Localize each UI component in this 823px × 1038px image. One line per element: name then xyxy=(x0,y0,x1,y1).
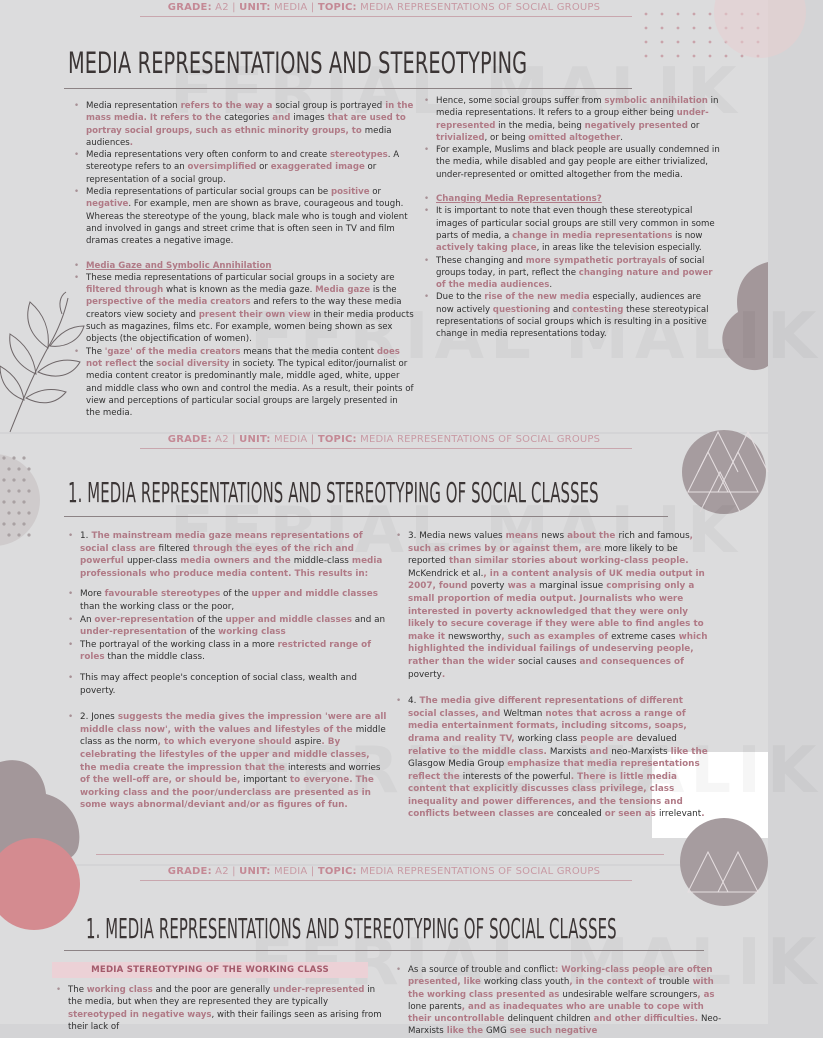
highlighted-term: to everyone. The working class and the poor/underclass are presented as in some ways abnormal/deviant and/or as figures of fun. xyxy=(80,775,374,811)
text-run: irrelevant xyxy=(658,809,702,820)
section-heading: MEDIA STEREOTYPING OF THE WORKING CLASS xyxy=(52,962,368,978)
highlighted-term: The mainstream media gaze means representations of social class are xyxy=(80,531,363,554)
text-run: , or being xyxy=(484,132,529,143)
dot-pattern-circle xyxy=(0,444,40,556)
highlighted-term: was a xyxy=(504,581,539,592)
text-run: trouble xyxy=(659,977,690,988)
text-run: More xyxy=(80,589,105,600)
text-run: neo-Marxists xyxy=(611,746,668,757)
text-run: of the xyxy=(220,589,252,600)
text-run: these stereotypical representations of social groups which is resulting in a positive change in media representations today. xyxy=(436,304,709,340)
text-run: in media representations. It refers to a group either being xyxy=(436,96,719,119)
text-run: more likely to be reported xyxy=(408,543,678,567)
text-run: Glasgow Media Group xyxy=(408,759,505,770)
highlighted-term: media owners and the xyxy=(177,556,294,567)
page-title: MEDIA REPRESENTATIONS AND STEREOTYPING xyxy=(68,46,528,80)
highlighted-term: relative to the middle class. xyxy=(408,746,550,757)
highlighted-term: people are xyxy=(577,733,637,744)
text-run: and an xyxy=(351,614,386,625)
text-run: in society. The typical editor/journalist or media content creator is predominantly male, middle aged, white, upper and middle class who own and control the media. As a result, their points of view and perceptions of particular social groups are largely presented in the media. xyxy=(86,358,414,419)
text-run: newsworthy xyxy=(448,631,502,642)
text-run: For example, Muslims and black people are usually condemned in the media, while disabled and gay people are either trivialized, under-represented or omitted altogether from the media. xyxy=(436,145,720,180)
highlighted-term: negative xyxy=(86,199,129,210)
bullet xyxy=(68,984,382,1033)
text-run: means that the media content xyxy=(240,346,377,357)
highlighted-term: and consequences of xyxy=(576,656,684,667)
highlighted-term: stereotypes xyxy=(329,150,388,161)
highlighted-term: with the working class presented as xyxy=(408,977,714,1000)
text-run: GMG xyxy=(486,1026,507,1037)
text-run: and refers to the way these media creators view society and xyxy=(86,297,402,320)
highlighted-term: , to which everyone should xyxy=(157,737,295,748)
text-run: 2. Jones xyxy=(80,712,115,723)
bullet xyxy=(408,964,722,1038)
text-run: and the poor are generally xyxy=(152,985,273,995)
text-run: delinquent children xyxy=(507,1014,591,1025)
page-3 xyxy=(0,866,768,1037)
text-run: interests of the powerful xyxy=(462,771,571,782)
highlighted-term: under-represented xyxy=(273,985,365,995)
highlighted-term: Media gaze xyxy=(315,285,371,296)
text-run: extreme cases xyxy=(611,631,676,642)
text-run: middle-class xyxy=(293,556,349,567)
highlighted-term: oversimplified xyxy=(187,162,257,173)
highlighted-term: social diversity xyxy=(156,358,230,369)
page-title: 1. MEDIA REPRESENTATIONS AND STEREOTYPING OF SOCIAL CLASSES xyxy=(68,476,599,509)
header-rule xyxy=(140,448,632,449)
highlighted-term: perspective of the media creators xyxy=(86,297,251,308)
highlighted-term: filtered through xyxy=(86,285,164,296)
highlighted-term: restricted range of roles xyxy=(80,639,372,663)
highlighted-term: through the eyes of the rich and powerful xyxy=(80,543,354,567)
subheading: • Media Gaze and Symbolic Annihilation xyxy=(86,260,414,272)
bullet xyxy=(408,530,710,681)
text-run: Weltman xyxy=(503,708,543,719)
subheading: • Changing Media Representations? xyxy=(436,193,720,205)
bullet xyxy=(80,588,388,613)
highlighted-term: . xyxy=(441,669,446,680)
text-run: Media representations of particular social groups can be xyxy=(86,187,331,198)
highlighted-term: present their own view xyxy=(198,309,311,320)
highlighted-term: does not reflect xyxy=(86,346,400,369)
highlighted-term: and xyxy=(586,746,612,757)
highlighted-term: , in a content analysis of UK media output in 2007, found xyxy=(408,568,705,592)
text-run: rich and famous xyxy=(618,531,690,541)
text-run: of the xyxy=(186,627,219,638)
highlighted-term: more sympathetic portrayals xyxy=(525,255,667,266)
highlighted-term: media professionals who produce media content. This results in: xyxy=(80,556,383,579)
highlighted-term: , such as examples of xyxy=(501,631,612,642)
bullet xyxy=(436,95,720,144)
highlighted-term: changing nature and power of the media audiences xyxy=(436,267,713,291)
bullet xyxy=(436,205,720,254)
bullet xyxy=(80,530,388,580)
text-run: media audiences xyxy=(86,125,392,148)
highlighted-term: refers to the way a xyxy=(177,101,276,111)
text-run: These changing and xyxy=(436,255,526,266)
highlighted-term: under-representation xyxy=(80,627,187,638)
text-run: in the media, but when they are represented they are typically xyxy=(68,985,376,1008)
text-run: is now xyxy=(672,230,703,241)
text-run: . xyxy=(620,132,624,143)
text-run: upper-class xyxy=(126,556,178,567)
grade-topic-header: GRADE: A2 | UNIT: MEDIA | TOPIC: MEDIA REPRESENTATIONS OF SOCIAL GROUPS xyxy=(167,2,601,13)
text-run: is the xyxy=(370,285,397,296)
text-run: categories xyxy=(224,113,270,124)
highlighted-term: . There is little media content that explicitly discusses class privilege, class inequality and power differences, and the tensions and conflicts between classes are xyxy=(408,771,683,820)
highlighted-term: . xyxy=(701,809,705,820)
text-run: news xyxy=(541,531,565,541)
highlighted-term: working class xyxy=(86,985,153,995)
text-run: than the middle class. xyxy=(104,652,205,663)
text-run: of the xyxy=(194,614,226,625)
text-run: in the media, being xyxy=(495,120,585,131)
text-run: working class xyxy=(517,733,578,744)
text-run: concealed xyxy=(556,809,602,820)
text-run: social group is portrayed xyxy=(275,101,383,111)
highlighted-term: : Working-class people are often presented, like xyxy=(408,965,713,988)
highlighted-term: like the xyxy=(667,746,708,757)
header-rule xyxy=(140,880,632,881)
highlighted-term: negatively presented xyxy=(584,120,688,131)
highlighted-term: stereotyped in negative ways xyxy=(68,1009,212,1020)
highlighted-term: like the xyxy=(443,1026,487,1037)
text-run: aspire xyxy=(294,737,322,748)
text-run: , with their failings seen as arising from their lack of xyxy=(68,1009,382,1032)
highlighted-term: which highlighted the individual failings of undeserving people, rather than the wider xyxy=(408,631,708,667)
text-run: . A stereotype refers to an xyxy=(86,150,400,173)
highlighted-term: , in the context of xyxy=(569,977,660,988)
text-run: devalued xyxy=(636,733,677,744)
highlighted-term: and xyxy=(269,113,294,124)
highlighted-term: questioning xyxy=(492,304,551,315)
highlighted-term: suggests the media gives the impression 'were are all middle class now', with the values and lifestyles of the xyxy=(80,712,387,735)
text-run: , in areas like the television especially. xyxy=(536,243,702,254)
text-run: and xyxy=(550,304,572,315)
highlighted-term: change in media representations xyxy=(512,230,673,241)
bullet xyxy=(436,144,720,181)
text-run: . xyxy=(549,280,553,291)
highlighted-term: contesting xyxy=(571,304,624,315)
highlighted-term: see such negative xyxy=(506,1026,598,1037)
text-run: poverty xyxy=(470,581,505,592)
bullet xyxy=(80,711,388,812)
highlighted-term: 'gaze' of the media creators xyxy=(104,346,241,357)
header-rule xyxy=(140,16,632,17)
highlighted-term: . xyxy=(129,137,134,148)
highlighted-term: comprising only a small proportion of media output. Journalists who were interested in poverty acknowledged that they were only likely to secure coverage if they were able to find angles to make it xyxy=(408,581,704,642)
page3-left-column xyxy=(52,984,382,1033)
bullet xyxy=(86,272,414,346)
text-run: The portrayal of the working class in a more xyxy=(80,639,278,650)
page-title: 1. MEDIA REPRESENTATIONS AND STEREOTYPING OF SOCIAL CLASSES xyxy=(86,912,617,945)
grade-topic-header: GRADE: A2 | UNIT: MEDIA | TOPIC: MEDIA REPRESENTATIONS OF SOCIAL GROUPS xyxy=(167,434,601,445)
text-run: social causes xyxy=(518,656,577,667)
text-run: As a source of trouble and conflict xyxy=(408,965,555,975)
highlighted-term: over-representation xyxy=(94,614,195,625)
text-run: McKendrick et al. xyxy=(408,568,484,579)
text-run: the xyxy=(136,358,157,369)
text-run: working class youth xyxy=(483,977,570,988)
text-run: middle class as the norm xyxy=(80,724,386,748)
highlighted-term: . By celebrating the lifestyles of the upper and middle classes, the media create the impression that the xyxy=(80,737,370,773)
text-run: 1. xyxy=(80,531,89,541)
grade-topic-header: GRADE: A2 | UNIT: MEDIA | TOPIC: MEDIA REPRESENTATIONS OF SOCIAL GROUPS xyxy=(167,866,601,877)
title-rule xyxy=(64,88,632,89)
highlighted-term: in the mass media. It refers to the xyxy=(86,101,414,124)
text-run: Due to the xyxy=(436,292,485,303)
highlighted-term: emphasize that media representations reflect the xyxy=(408,759,700,782)
bullet xyxy=(80,639,388,664)
text-run: Media representations very often conform to and create xyxy=(86,150,330,161)
bullet xyxy=(436,291,720,340)
highlighted-term: omitted altogether xyxy=(528,132,621,143)
text-run: especially, audiences are now actively xyxy=(436,292,701,315)
highlighted-term: that are used to portray social groups, such as ethnic minority groups, to xyxy=(86,113,406,136)
text-run: marginal issue xyxy=(538,581,604,592)
highlighted-term: notes that across a range of media entertainment formats, including sitcoms, soaps, drama and reality TV, xyxy=(408,708,687,744)
text-run: The xyxy=(68,985,87,995)
highlighted-term: working class xyxy=(218,627,286,638)
text-run: It is important to note that even though these stereotypical images of particular social groups are still very common in some parts of media, a xyxy=(436,206,715,241)
bullet xyxy=(86,186,414,247)
text-run: The xyxy=(86,346,105,357)
page2-right-column xyxy=(392,530,710,821)
text-run: than the working class or the poor, xyxy=(80,601,235,612)
highlighted-term: upper and middle classes xyxy=(251,589,378,600)
highlighted-term: , such as crimes by or against them, are xyxy=(408,531,693,554)
highlighted-term: positive xyxy=(330,187,370,198)
highlighted-term: rise of the new media xyxy=(484,292,590,303)
text-run: 3. Media news values xyxy=(408,531,503,541)
page-1 xyxy=(0,0,768,432)
page2-left-column xyxy=(64,530,388,812)
page-2 xyxy=(0,434,768,864)
text-run: important xyxy=(243,775,287,786)
text-run: what is known as the media gaze. xyxy=(163,285,316,296)
text-run: interests and worries xyxy=(287,762,381,773)
bullet xyxy=(436,255,720,292)
text-run: filtered xyxy=(158,543,190,554)
text-run: . For example, men are shown as brave, courageous and tough. Whereas the stereotype of the young, black male who is tough and violent and involved in gangs and street crime that is often seen in TV and film dramas creates a negative image. xyxy=(86,199,408,247)
highlighted-term: The media give different representations of different social classes, and xyxy=(408,696,683,719)
highlighted-term: than similar stories about working-class people. xyxy=(445,556,689,567)
page1-right-column xyxy=(420,95,720,341)
highlighted-term: about the xyxy=(564,531,619,541)
text-run: An xyxy=(80,614,95,625)
highlighted-term: under-represented xyxy=(436,108,709,131)
page3-right-column xyxy=(392,964,722,1038)
highlighted-term: trivialized xyxy=(436,132,485,143)
highlighted-term: exaggerated image xyxy=(270,162,365,173)
highlighted-term: favourable stereotypes xyxy=(104,589,221,600)
highlighted-term: and other difficulties. xyxy=(590,1014,701,1025)
bullet xyxy=(86,100,414,149)
title-rule xyxy=(64,950,704,951)
bullet xyxy=(86,149,414,186)
highlighted-term: or seen as xyxy=(601,809,659,820)
text-run: Marxists xyxy=(549,746,587,757)
highlighted-term: means xyxy=(502,531,542,541)
text-run: in their media products such as magazines, films etc. For example, women being shown as sex objects (the objectification of women). xyxy=(86,309,414,345)
text-run: Neo-Marxists xyxy=(408,1014,722,1037)
text-run: or xyxy=(687,120,700,131)
highlighted-term: , and as inadequates who are unable to cope with their uncontrollable xyxy=(408,1001,704,1025)
text-run: or xyxy=(256,162,271,173)
text-run: poverty xyxy=(408,669,442,680)
bullet xyxy=(80,614,388,639)
highlighted-term: , as xyxy=(697,989,715,1000)
bullet xyxy=(408,695,710,821)
page1-left-column xyxy=(70,100,414,419)
bullet xyxy=(86,346,414,420)
text-run: undesirable welfare scroungers xyxy=(562,989,698,1000)
text-run: Hence, some social groups suffer from xyxy=(436,96,605,106)
text-run: lone parents xyxy=(408,1001,462,1012)
text-run: or representation of a social group. xyxy=(86,162,377,185)
highlighted-term: upper and middle classes xyxy=(225,614,352,625)
text-run: Media representation xyxy=(86,101,178,111)
highlighted-term: symbolic annihilation xyxy=(604,96,708,106)
text-run: images xyxy=(293,113,325,124)
text-run: or xyxy=(369,187,382,198)
text-run: These media representations of particular social groups in a society are xyxy=(86,272,395,283)
highlighted-term: actively taking place xyxy=(436,243,537,254)
text-run: This may affect people's conception of social class, wealth and poverty. xyxy=(80,672,357,696)
text-run: of social groups today, in part, reflect the xyxy=(436,255,705,278)
header-rule xyxy=(96,854,664,855)
title-rule xyxy=(64,516,668,517)
text-run: 4. xyxy=(408,696,417,707)
highlighted-term: of the well-off are, or should be, xyxy=(80,775,244,786)
bullet xyxy=(80,672,388,697)
